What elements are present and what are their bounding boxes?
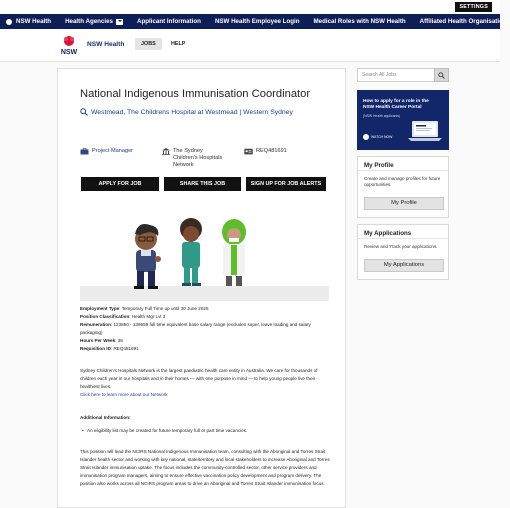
job-description: This position will lead the NCIRS National Indigenous Immunisation team, consulting with the Aboriginal and Torres Strait Islander health sector and working with key national, state/territory and local stakeholders to increase Aboriginal and Torres Strait Islander immunisation uptake. The focus includes the community-controlled sector, other service providers and immunisation program managers, aiming to ensure effective vaccination policy development and program delivery. The position also works across all NCIRS program areas to drive an Aboriginal and Torres Strait Islander immunisation focus. [80, 449, 330, 486]
person-illustration-left [134, 224, 161, 289]
my-profile-card [357, 156, 449, 218]
person-illustration-right [222, 219, 246, 286]
my-applications-title: My Applications [358, 225, 448, 239]
about-network-text: Sydney Children's Hospitals Network is the largest paediatric health care entity in Australia. We care for thousands of children each year in our hospitals and in their homes — with one purpose in mind — to help young people live their healthiest lives. [80, 368, 318, 389]
job-requisition [244, 148, 287, 155]
my-profile-text: Create and manage profiles for future opportunities. [364, 176, 441, 188]
play-icon [363, 134, 369, 140]
job-category[interactable] [80, 148, 133, 155]
job-location-text: Westmead, The Childrens Hospital at Westmead | Western Sydney [91, 108, 293, 116]
nsw-waratah-logo[interactable] [58, 35, 80, 57]
person-illustration-middle [180, 218, 202, 286]
logo-text: NSW [60, 49, 78, 56]
promo-subtitle: (NSW Health applicants) [363, 114, 401, 118]
site-header [0, 29, 500, 62]
nav-item-affiliated-organisations[interactable]: Affiliated Health Organisations [419, 18, 510, 25]
top-utility-bar [0, 0, 500, 13]
job-organisation-text: The Sydney Children's Hospitals Network [173, 148, 223, 168]
job-requisition-text: REQ481691 [256, 148, 287, 154]
share-job-button[interactable]: SHARE THIS JOB [164, 177, 241, 191]
detail-hours: Hours Per Week: 38 [80, 337, 123, 343]
my-profile-button[interactable]: My Profile [364, 197, 444, 210]
job-organisation [162, 148, 226, 169]
additional-info-item: • An eligibility list may be created for future temporary full or part time vacancies. [87, 427, 337, 435]
nav-item-applicant-information[interactable]: Applicant Information [137, 18, 201, 25]
detail-requisition: Requisition ID: REQ481691 [80, 345, 139, 351]
about-network [80, 367, 330, 399]
detail-employment-type: Employment Type: Temporary Full Time up until 30 June 2025 [80, 306, 209, 311]
laptop-icon [407, 120, 443, 142]
nav-item-nsw-health[interactable] [0, 14, 51, 29]
main-navigation [0, 14, 510, 29]
additional-info-heading: Additional Information: [80, 415, 131, 420]
learn-more-link[interactable]: Click here to learn more about our Network [80, 391, 168, 397]
my-applications-text: Review and Track your applications. [364, 244, 438, 249]
nav-item-medical-roles[interactable]: Medical Roles with NSW Health [313, 18, 406, 25]
detail-classification: Position Classification: Health Mgr Lvl 3 [80, 313, 166, 319]
job-location[interactable] [80, 108, 293, 116]
apply-for-job-button[interactable]: APPLY FOR JOB [81, 177, 159, 191]
id-card-icon [244, 148, 253, 155]
search-button[interactable] [434, 68, 449, 82]
watch-now-label: WATCH NOW [371, 135, 393, 139]
search-icon [438, 72, 445, 79]
settings-button[interactable]: SETTINGS [455, 2, 492, 12]
search-jobs-input[interactable]: Search All Jobs [357, 68, 435, 82]
nav-item-employee-login[interactable]: NSW Health Employee Login [214, 18, 300, 25]
search-icon [80, 108, 88, 116]
brand-name[interactable]: NSW Health [87, 41, 125, 48]
briefcase-icon [80, 148, 89, 155]
job-title: National Indigenous Immunisation Coordinator [80, 88, 311, 100]
building-icon [162, 148, 170, 155]
job-category-text: Project Manager [92, 148, 134, 154]
staff-illustration [80, 207, 329, 301]
my-applications-button[interactable]: My Applications [364, 259, 444, 272]
tab-help[interactable]: HELP [171, 41, 186, 47]
nav-label: NSW Health [16, 18, 52, 25]
house-icon [6, 19, 12, 25]
tab-jobs[interactable]: JOBS [135, 38, 162, 50]
chevron-down-icon [116, 19, 123, 25]
job-detail-panel [57, 68, 346, 508]
career-portal-promo[interactable] [357, 90, 449, 150]
detail-remuneration: Remuneration: 123850 - 139559 full time equivalent base salary range (excludes super, leave loading and salary packaging) [80, 321, 311, 335]
job-details-list [80, 305, 330, 352]
nav-label: Health Agencies [65, 18, 113, 25]
job-alerts-button[interactable]: SIGN UP FOR JOB ALERTS [246, 177, 326, 191]
my-applications-card [357, 224, 449, 280]
nav-item-health-agencies[interactable] [65, 14, 123, 29]
my-profile-title: My Profile [358, 157, 448, 171]
watch-now-link[interactable] [363, 134, 392, 140]
promo-title: How to apply for a role in the NSW Health Career Portal [363, 99, 429, 110]
